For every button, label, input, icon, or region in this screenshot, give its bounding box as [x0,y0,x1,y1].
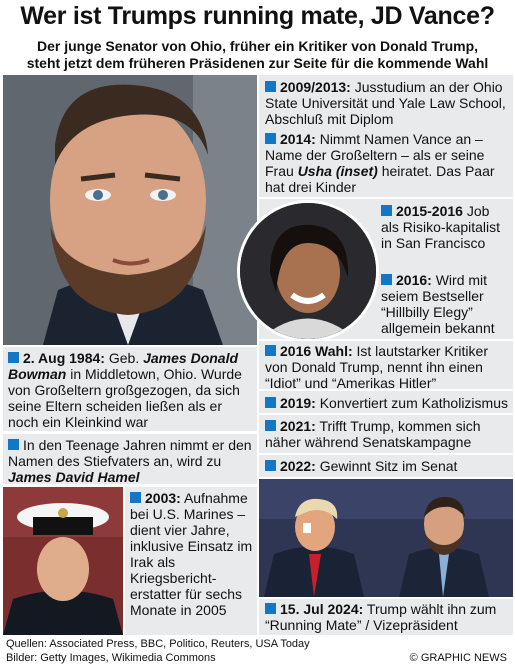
bullet-icon [381,205,392,216]
entry-2016-wahl: 2016 Wahl: Ist lautstarker Kritiker von Donald Trump, nennt ihn einen “Idiot” und “Amerikas Hitler” [265,343,488,391]
entry-2019: 2019: Konvertiert zum Katholizismus [265,395,511,411]
usha-inset-photo [237,200,379,342]
bullet-icon [8,352,19,363]
marine-photo [3,487,123,635]
page-title: Wer ist Trumps running mate, JD Vance? [20,2,495,30]
trump-vance-photo [259,479,513,597]
bullet-icon [381,274,392,285]
bullet-icon [8,439,19,450]
entry-1984: 2. Aug 1984: Geb. James Donald Bowman in Middletown, Ohio. Wurde von Großeltern großgezogen, da sich seine Eltern scheiden ließen als er noch ein Kleinkind war [8,350,242,430]
copyright-credit: © GRAPHIC NEWS [409,652,507,664]
entry-2014: 2014: Nimmt Namen Vance an – Name der Großeltern – als er seine Frau Usha (inset) heiratet. Das Paar hat drei Kinder [265,131,495,195]
bullet-icon [265,420,276,431]
bullet-icon [265,133,276,144]
vance-portrait [3,75,257,345]
subtitle-line-1: Der junge Senator von Ohio, früher ein Kritiker von Donald Trump, [36,38,479,54]
entry-2015: 2015-2016 Job als Risiko-kapitalist in San Francisco [381,203,501,251]
bullet-icon [130,492,141,503]
entry-2022: 2022: Gewinnt Sitz im Senat [265,458,511,474]
entry-2021: 2021: Trifft Trump, kommen sich näher während Senatskampagne [265,418,481,450]
marine-illustration [3,487,123,635]
entry-2016: 2016: Wird mit seiem Bestseller “Hillbilly Elegy” allgemein bekannt [381,272,495,336]
bullet-icon [265,603,276,614]
entry-2009: 2009/2013: Jusstudium an der Ohio State Universität und Yale Law School, Abschluß mit Diplom [265,79,506,127]
bullet-icon [265,460,276,471]
subtitle-line-2: steht jetzt dem früheren Präsidenen zur Seite für die kommende Wahl [26,55,489,71]
entry-2003: 2003: Aufnahme bei U.S. Marines – dient vier Jahre, inklusive Einsatz im Irak als Kriegsbericht-erstatter für sechs Monate in 2005 [130,490,253,618]
subtitle [0,38,515,72]
bullet-icon [265,81,276,92]
trump-vance-illustration [259,479,513,597]
entry-2024: 15. Jul 2024: Trump wählt ihn zum “Running Mate” / Vizepräsident [265,601,497,633]
footer-images: Bilder: Getty Images, Wikimedia Commons [6,652,216,664]
vance-portrait-illustration [3,75,257,345]
bullet-icon [265,345,276,356]
bullet-icon [265,397,276,408]
footer-sources: Quellen: Associated Press, BBC, Politico, Reuters, USA Today [6,638,310,650]
usha-illustration [240,203,376,339]
entry-teen: In den Teenage Jahren nimmt er den Namen des Stiefvaters an, wird zu James David Hamel [8,437,252,485]
